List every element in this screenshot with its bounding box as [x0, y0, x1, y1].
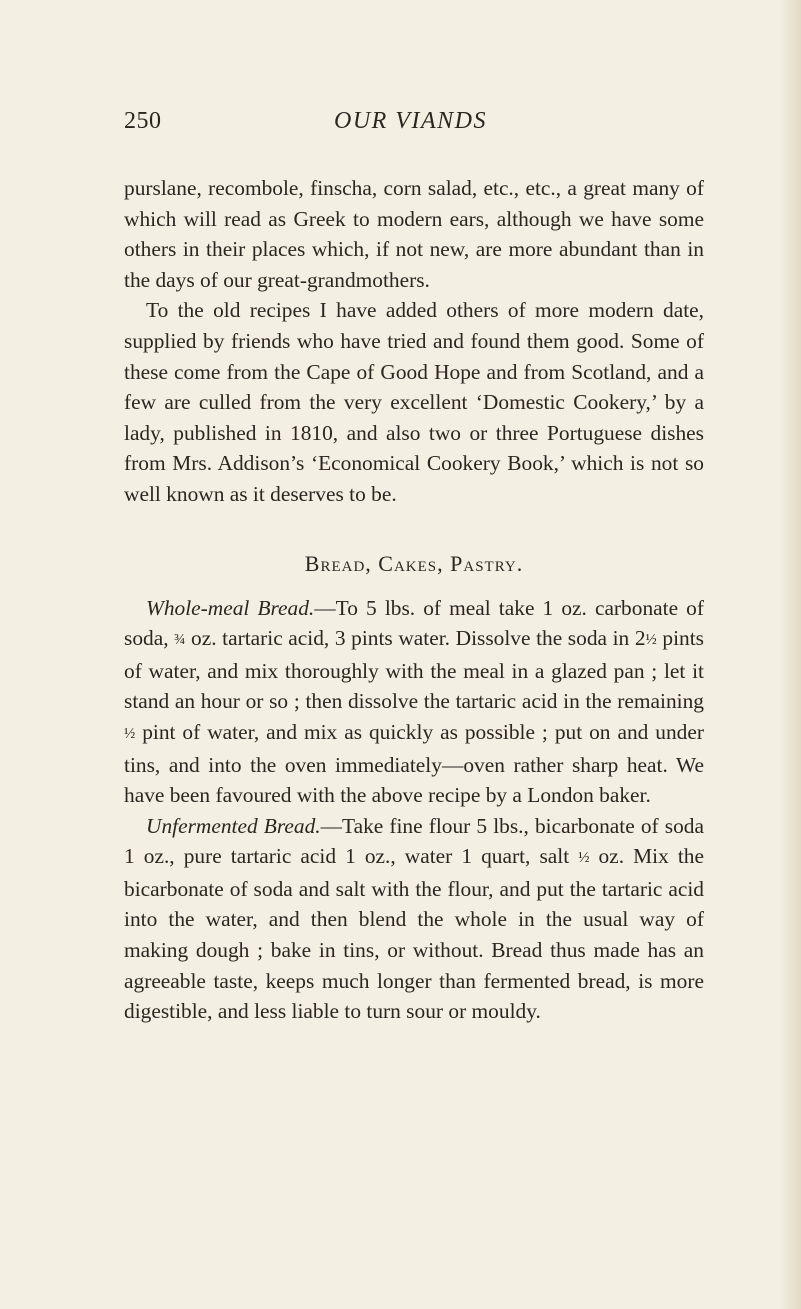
book-page	[124, 108, 704, 1027]
running-title: OUR VIANDS	[334, 108, 487, 134]
recipe-whole-meal-bread	[124, 593, 704, 811]
recipe-text: oz. tartaric acid, 3 pints water. Dissolve the soda in 2	[185, 626, 646, 651]
recipe-unfermented-bread	[124, 811, 704, 1027]
recipe-title-whole-meal: Whole-meal Bread.	[146, 595, 315, 620]
recipe-title-unfermented: Unfermented Bread.	[146, 813, 321, 838]
fraction: ¾	[174, 632, 186, 649]
paragraph-recipes-sources: To the old recipes I have added others of more modern date, supplied by friends who have tried and found them good. Some of these come from the Cape of Good Hope and from Scotland, and a few are culled from the very excellent ‘Domestic Cookery,’ by a lady, published in 1810, and also two or three Portuguese dishes from Mrs. Addison’s ‘Economical Cookery Book,’ which is not so well known as it deserves to be.	[124, 298, 704, 506]
paragraph-herbs: purslane, recombole, finscha, corn salad, etc., etc., a great many of which will read as Greek to modern ears, although we have some others in their places which, if not new, are more abundant than in the days of our great-grandmothers.	[124, 176, 704, 292]
recipe-text: —Take fine flour 5 lbs., bicarbonate of soda 1 oz., pure tartaric acid 1 oz., water 1 quart, salt	[124, 813, 704, 869]
section-heading: Bread, Cakes, Pastry.	[304, 550, 524, 576]
fraction: ½	[124, 725, 136, 742]
page-edge-shadow	[779, 0, 801, 1309]
page-header	[124, 108, 704, 148]
fraction: ½	[578, 850, 590, 867]
recipe-text: —To 5 lbs. of meal take 1 oz. carbonate of soda,	[124, 595, 704, 651]
page-number: 250	[124, 108, 162, 134]
recipe-text: pints of water, and mix thoroughly with the meal in a glazed pan ; let it stand an hour or so ; then dissolve the tartaric acid in the remaining	[124, 626, 704, 714]
fraction: ½	[645, 632, 657, 649]
recipe-text: oz. Mix the bicarbonate of soda and salt with the flour, and put the tartaric acid into the water, and then blend the whole in the usual way of making dough ; bake in tins, or without. Bread thus made has an agreeable taste, keeps much longer than fermented bread, is more digestible, and less liable to turn sour or mouldy.	[124, 844, 704, 1024]
recipe-text: pint of water, and mix as quickly as possible ; put on and under tins, and into the oven immediately—oven rather sharp heat. We have been favoured with the above recipe by a London baker.	[124, 719, 704, 808]
